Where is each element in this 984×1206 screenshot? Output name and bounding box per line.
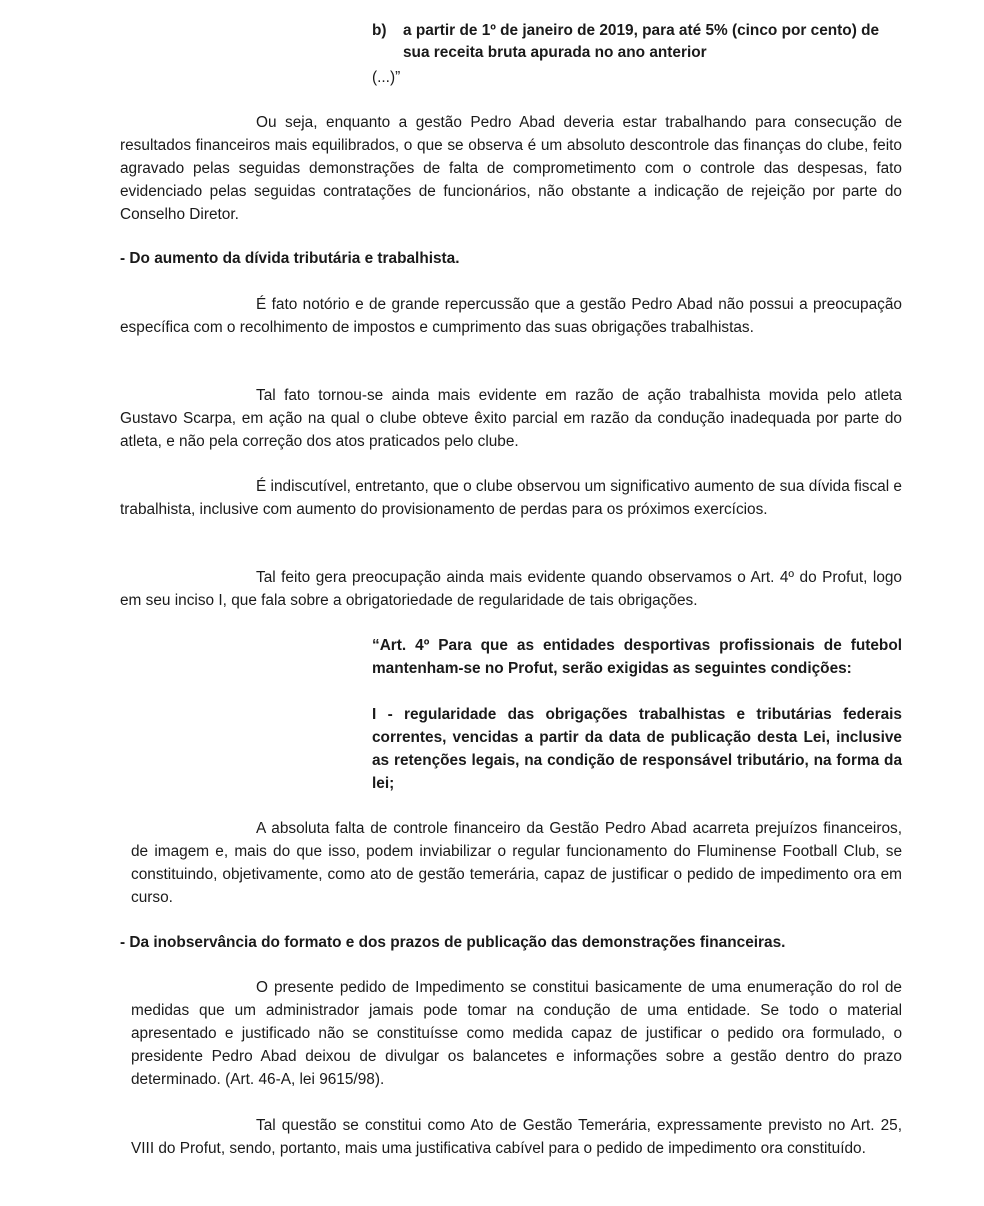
paragraph-3: Tal fato tornou-se ainda mais evidente em razão de ação trabalhista movida pelo atleta Gustavo Scarpa, em ação na qual o clube obteve êxito parcial em razão da condução inadequada por parte do atleta, e não pela correção dos atos praticados pelo clube.: [120, 387, 902, 450]
quote-ellipsis: (...)”: [372, 69, 401, 86]
quote-item-b: [372, 20, 904, 64]
paragraph-2: É fato notório e de grande repercussão que a gestão Pedro Abad não possui a preocupação específica com o recolhimento de impostos e cumprimento das suas obrigações trabalhistas.: [120, 296, 902, 336]
quote-art4: “Art. 4º Para que as entidades desportivas profissionais de futebol mantenham-se no Profut, serão exigidas as seguintes condições:: [372, 637, 902, 677]
paragraph-7: O presente pedido de Impedimento se constitui basicamente de uma enumeração do rol de medidas que um administrador jamais pode tomar na condução de uma entidade. Se todo o material apresentado e justificado não se constituísse como medida capaz de justificar o pedido ora formulado, o presidente Pedro Abad deixou de divulgar os balancetes e informações sobre a gestão dentro do prazo determinado. (Art. 46-A, lei 9615/98).: [131, 979, 902, 1088]
quote-item-text: a partir de 1º de janeiro de 2019, para até 5% (cinco por cento) de sua receita bruta apurada no ano anterior: [403, 22, 880, 61]
section-heading-demonstracoes: - Da inobservância do formato e dos prazos de publicação das demonstrações financeiras.: [120, 934, 786, 951]
paragraph-5: Tal feito gera preocupação ainda mais evidente quando observamos o Art. 4º do Profut, logo em seu inciso I, que fala sobre a obrigatoriedade de regularidade de tais obrigações.: [120, 569, 902, 609]
section-heading-divida: - Do aumento da dívida tributária e trabalhista.: [120, 250, 460, 267]
paragraph-6: A absoluta falta de controle financeiro da Gestão Pedro Abad acarreta prejuízos financeiros, de imagem e, mais do que isso, podem inviabilizar o regular funcionamento do Fluminense Football Club, se constituindo, objetivamente, como ato de gestão temerária, capaz de justificar o pedido de impedimento ora em curso.: [131, 820, 902, 906]
paragraph-1: Ou seja, enquanto a gestão Pedro Abad deveria estar trabalhando para consecução de resultados financeiros mais equilibrados, o que se observa é um absoluto descontrole das finanças do clube, feito agravado pelas seguidas demonstrações de falta de comprometimento com o controle das despesas, fato evidenciado pelas seguidas contratações de funcionários, não obstante a indicação de rejeição por parte do Conselho Diretor.: [120, 114, 902, 223]
paragraph-4: É indiscutível, entretanto, que o clube observou um significativo aumento de sua dívida fiscal e trabalhista, inclusive com aumento do provisionamento de perdas para os próximos exercícios.: [120, 478, 902, 518]
paragraph-8: Tal questão se constitui como Ato de Gestão Temerária, expressamente previsto no Art. 25, VIII do Profut, sendo, portanto, mais uma justificativa cabível para o pedido de impedimento ora constituído.: [131, 1117, 902, 1157]
quote-inciso-1: I - regularidade das obrigações trabalhistas e tributárias federais correntes, vencidas a partir da data de publicação desta Lei, inclusive as retenções legais, na condição de responsável tributário, na forma da lei;: [372, 706, 902, 792]
quote-item-label: b): [372, 22, 387, 39]
